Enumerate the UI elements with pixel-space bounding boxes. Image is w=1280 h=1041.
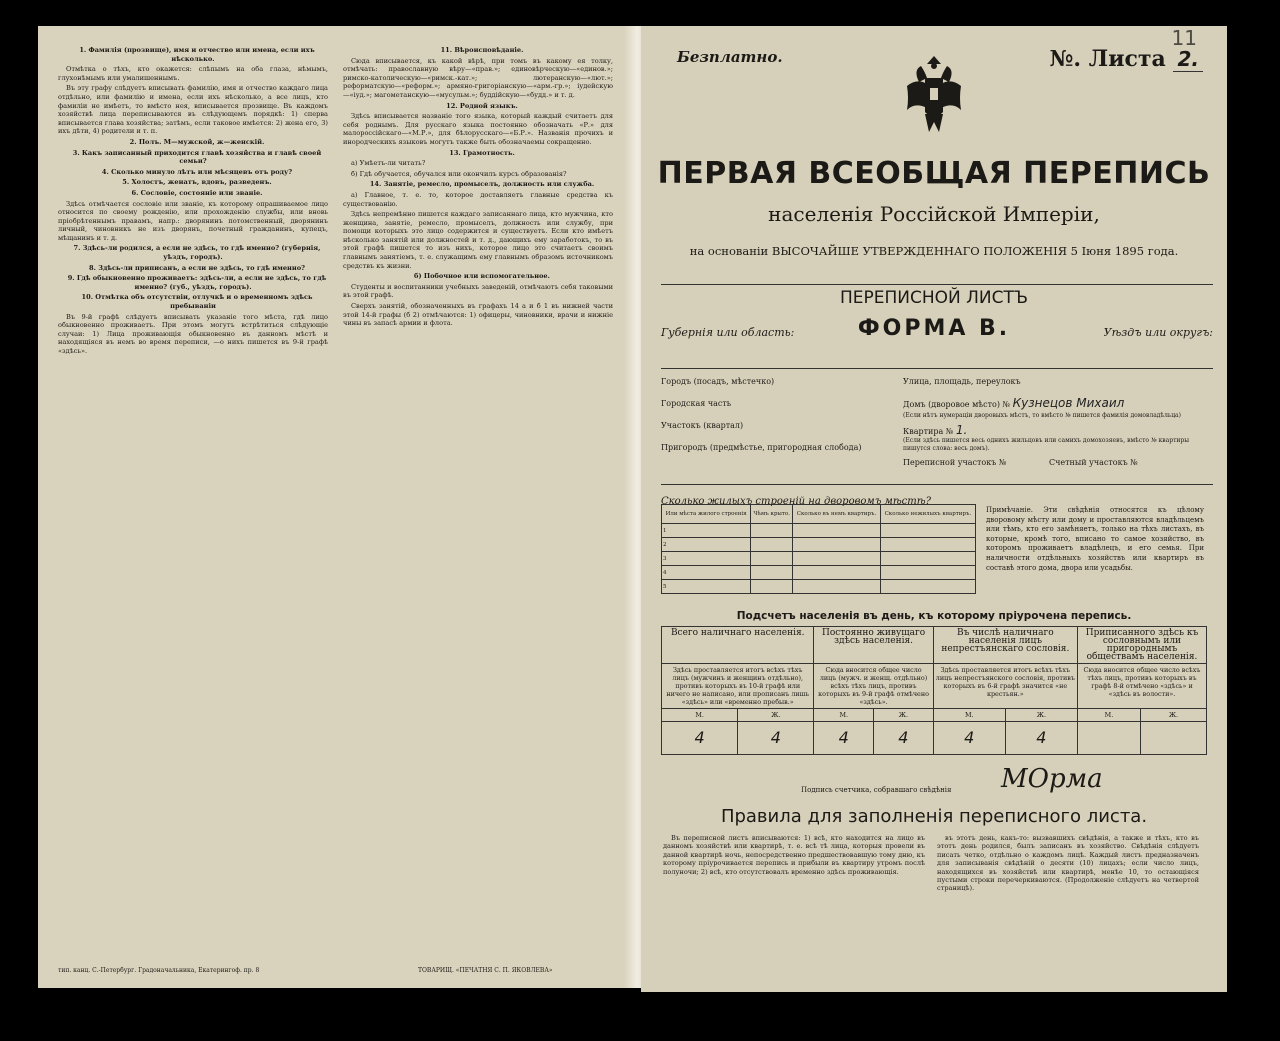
count-col-4-title: Приписанного здѣсь къ сословнымъ или пригороднымъ обществамъ населенія. (1077, 627, 1206, 664)
table-row (662, 566, 976, 580)
document-title: ПЕРВАЯ ВСЕОБЩАЯ ПЕРЕПИСЬ (657, 156, 1211, 191)
table-row (662, 538, 976, 552)
count-col-3-title: Въ числѣ наличнаго населенія лицъ непрестъянскаго сословія. (933, 627, 1077, 664)
left-column-2 (343, 44, 613, 956)
sex-label: М. (1077, 709, 1140, 722)
count-value: 4 (1005, 722, 1077, 755)
section-9-title: 9. Гдѣ обыкновенно проживаетъ: здѣсь-ли, а если не здѣсь, то гдѣ именно? (губ., уѣздъ, городъ). (67, 274, 327, 291)
address-fields-right (903, 376, 1203, 479)
count-value (1077, 722, 1140, 755)
row-number: 1 (662, 524, 751, 538)
sex-label: М. (933, 709, 1005, 722)
divider-form (661, 368, 1213, 369)
section-11-text: Сюда вписывается, къ какой вѣрѣ, при томъ въ какому ея толку, отмѣчать: православную вѣру—«прав.»; единовѣрческую—«единов.»; римско-католическую—«римск.-кат.»; лютеранскую—«лют.»; реформатскую—«реформ.»; армяно-григоріанскую—«арм.-гр.»; іудейскую—«іуд.»; магометанскую—«мусульм.»; буддійскую—«будд.» и т. д. (343, 56, 613, 99)
buildings-note: Примѣчаніе. Эти свѣдѣнія относятся къ цѣлому дворовому мѣсту или дому и проставляются владѣльцемъ или тѣмъ, кто его замѣняетъ, только на тѣхъ листахъ, въ которые, кромѣ того, вписано то самое хозяйство, въ которомъ проживаетъ владѣлецъ, и его семья. При наличности отдѣльныхъ хозяйствъ или квартиръ въ составѣ этого дома, двора или усадьбы. (986, 506, 1204, 572)
free-label: Безплатно. (677, 48, 783, 66)
buildings-header-4: Сколько нежилыхъ квартиръ. (880, 505, 975, 524)
row-number: 5 (662, 580, 751, 594)
sex-label: Ж. (1140, 709, 1206, 722)
flat-label: Квартира № (903, 427, 954, 436)
table-row (662, 552, 976, 566)
form-header (661, 284, 1213, 374)
census-district-row (903, 457, 1203, 468)
rules-column-2 (937, 834, 1199, 984)
section-2-title: 2. Полъ. М—мужской, ж—женскій. (129, 137, 265, 146)
section-13a: а) Умѣетъ-ли читать? (351, 159, 426, 168)
section-8-title: 8. Здѣсь-ли приписанъ, а если не здѣсь, то гдѣ именно? (89, 263, 305, 272)
house-note: (Если нѣтъ нумераціи дворовыхъ мѣстъ, то вмѣсто № пишется фамилія домовладѣльца) (903, 412, 1181, 419)
count-value: 4 (662, 722, 738, 755)
sheet-number-value: 2. (1173, 47, 1203, 72)
left-column-1 (58, 44, 328, 956)
rules-title: Правила для заполненія переписного листа. (720, 806, 1148, 827)
count-value: 4 (814, 722, 874, 755)
sheet-number (1050, 46, 1203, 72)
section-1-text: Въ эту графу слѣдуетъ вписывать фамилію, имя и отчество каждаго лица отдѣльно, или фамилію и имена, если ихъ нѣсколько, а все лицъ, кто фамиліи не имѣетъ, то вмѣсто нея, вписывается прозвище. Въ каждомъ хозяйствѣ лица переписываются въ слѣдующемъ порядкѣ: 1) сперва вписывается глава хозяйства; затѣмъ, если таковое имѣется: 2) жена его, 3) ихъ дѣти, 4) родители и т. п. (58, 84, 328, 136)
flat-field (903, 425, 1203, 437)
section-3-title: 3. Какъ записанный приходится главѣ хозяйства и главѣ своей семьи? (72, 148, 322, 166)
section-12-text: Здѣсь вписывается названіе того языка, который каждый считаетъ для себя роднымъ. Для русскаго языка постоянно обозначать «Р.» для малороссійскаго—«М.Р.», для бѣлорусскаго—«Б.Р.». Названія прочихъ и инородческихъ языковъ могутъ также быть обозначаемы сокращенно. (343, 112, 613, 146)
section-15-text: Сверхъ занятій, обозначенныхъ въ графахъ 14 а и б 1 въ нижней части этой 14-й графы (б 2) отмѣчаются: 1) офицеры, чиновники, врачи и нижніе чины въ запасѣ армии и флота. (343, 302, 613, 328)
section-14-note: Студенты и воспитанники учебныхъ заведеній, отмѣчаютъ себя таковыми въ этой графѣ. (343, 282, 613, 300)
count-col-1-text: Здѣсь проставляется итогъ всѣхъ тѣхъ лицъ (мужчинъ и женщинъ отдѣльно), противъ которыхъ въ 10-й графѣ или ничего не написано, или прописанъ лишь «здѣсь» или «временно пребыв.» (662, 664, 814, 709)
rules-text-2: въ этотъ день, какъ-то: вызвавшихъ свѣдѣнія, а также и тѣхъ, кто въ этотъ день родился, былъ записанъ въ хозяйство. Свѣдѣнія слѣдуетъ писать четко, отдѣльно о каждомъ лицѣ. Каждый листъ предназначенъ для записыванія свѣдѣній о десяти (10) лицахъ; если число лицъ, находящихся въ хозяйствѣ или квартирѣ, менѣе 10, то остающіяся пустыми строки перечеркиваются. (Продолженіе слѣдуетъ на четвертой страницѣ). (937, 834, 1199, 893)
section-12-title: 12. Родной языкъ. (446, 101, 518, 110)
count-value: 4 (738, 722, 814, 755)
section-11-title: 11. Вѣроисповѣданіе. (440, 46, 524, 54)
flat-note: (Если здѣсь пишется весь однихъ жильцовъ или самихъ домохозяевъ, вмѣсто № квартиры пишутся слова: весь домъ). (903, 437, 1190, 452)
section-7-title: 7. Здѣсь-ли родился, а если не здѣсь, то гдѣ именно? (губернія, уѣздъ, городъ). (73, 244, 321, 262)
flat-value: 1. (955, 423, 968, 437)
sex-label: М. (814, 709, 874, 722)
count-district-field: Счетный участокъ № (1048, 458, 1138, 467)
row-number: 2 (662, 538, 751, 552)
town-field: Городъ (посадъ, мѣстечко) (661, 377, 775, 386)
divider-fields (661, 484, 1213, 485)
row-number: 4 (662, 566, 751, 580)
section-14b: б) Побочное или вспомогательное. (414, 272, 550, 281)
suburb-field: Пригородъ (предмѣстье, пригородная слобода) (661, 443, 862, 452)
population-count-title: Подсчетъ населенія въ день, къ которому пріурочена перепись. (736, 610, 1132, 622)
sex-label: Ж. (1005, 709, 1077, 722)
address-fields-left (661, 376, 911, 464)
section-5-title: 5. Холостъ, женатъ, вдовъ, разведенъ. (122, 178, 272, 187)
house-label: Домъ (дворовое мѣсто) № (903, 400, 1011, 409)
left-footer-2: ТОВАРИЩ. «ПЕЧАТНЯ С. П. ЯКОВЛЕВА» (418, 967, 553, 974)
house-value: Кузнецов Михаил (1012, 396, 1125, 410)
sex-label: М. (662, 709, 738, 722)
buildings-table (661, 504, 976, 594)
sex-label: Ж. (738, 709, 814, 722)
census-list-title: ПЕРЕПИСНОЙ ЛИСТЪ (839, 288, 1029, 308)
left-page (38, 26, 640, 988)
enumerator-signature-label: Подпись счетчика, собравшаго свѣдѣнія (801, 786, 952, 794)
gubernia-label: Губернія или область: (661, 326, 795, 339)
sheet-label: №. Листа (1049, 46, 1166, 72)
pencil-sheet-number: 11 (1171, 26, 1197, 50)
street-field: Улица, площадь, переулокъ (903, 377, 1021, 386)
section-13-title: 13. Грамотность. (449, 148, 515, 157)
rules-text-1: Въ переписной листъ вписываются: 1) всѣ, кто находится на лицо въ данномъ хозяйствѣ или квартирѣ, т. е. всѣ тѣ лица, которыя провели въ данной квартирѣ ночь, непосредственно предшествовавшую тому дню, къ которому пріурочивается перепись и прибыли въ квартиру утромъ послѣ полуночи; 2) всѣ, кто отсутствовалъ временно здѣсь проживающія. (663, 834, 925, 876)
section-1-title: 1. Фамилія (прозвище), имя и отчество или имена, если ихъ нѣсколько. (79, 46, 315, 63)
document-subtitle: населенія Россійской Имперіи, (768, 202, 1100, 226)
document-basis: на основаніи ВЫСОЧАЙШЕ УТВЕРЖДЕННАГО ПОЛОЖЕНІЯ 5 Іюня 1895 года. (689, 244, 1179, 258)
buildings-header-1: Или мѣста жилого строенія (662, 505, 751, 524)
count-value: 4 (933, 722, 1005, 755)
row-number: 3 (662, 552, 751, 566)
section-1-note: Отмѣтка о тѣхъ, кто окажется: слѣпымъ на оба глаза, нѣмымъ, глухонѣмымъ или умалишеннымъ. (58, 65, 328, 82)
uezd-label: Уѣздъ или округъ: (1103, 326, 1213, 339)
section-10-title: 10. Отмѣтка объ отсутствіи, отлучкѣ и о временномъ здѣсь пребываніи (81, 293, 313, 311)
buildings-question: Сколько жилыхъ строеній на дворовомъ мѣстѣ? (661, 496, 931, 507)
section-6-title: 6. Сословіе, состояніе или званіе. (131, 188, 263, 197)
count-col-2-text: Сюда вносится общее число лицъ (мужч. и женщ. отдѣльно) всѣхъ тѣхъ лицъ, противъ которыхъ въ 9-й графѣ отмѣчено «здѣсь». (814, 664, 933, 709)
count-col-3-text: Здѣсь проставляется итогъ всѣхъ тѣхъ лицъ непрестъянского сословія, противъ которыхъ въ 6-й графѣ значится «не крестьян.» (933, 664, 1077, 709)
count-value: 4 (874, 722, 934, 755)
form-b-title: ФОРМА В. (857, 316, 1011, 341)
table-row (662, 524, 976, 538)
double-headed-eagle-icon (903, 52, 965, 138)
census-district-field: Переписной участокъ № (903, 458, 1007, 467)
enumerator-signature: МОрма (1001, 764, 1103, 794)
section-4-title: 4. Сколько минуло лѣтъ или мѣсяцевъ отъ роду? (101, 167, 293, 176)
table-row (662, 580, 976, 594)
count-col-1-title: Всего наличнаго населенія. (662, 627, 814, 664)
section-6-text: Здѣсь отмѣчается сословіе или званіе, къ которому опрашиваемое лицо относится по своему рожденію, или прохожденію службы, или вновь пріобрѣтеннымъ правамъ, напр.: дворянинъ потомственный, дворянинъ личный, чиновникъ не изъ дворянъ, почетный гражданинъ, купецъ, мѣщанинъ и т. д. (58, 199, 328, 242)
section-13b: б) Гдѣ обучается, обучался или окончилъ курсъ образованія? (351, 169, 567, 178)
count-value (1140, 722, 1206, 755)
rules-column-1 (663, 834, 925, 984)
house-field (903, 398, 1203, 410)
left-footer-1: тип. канц. С.-Петербург. Градоначальника, Екатерингоф. пр. 8 (58, 967, 260, 974)
section-10-text: Въ 9-й графѣ слѣдуетъ вписывать указаніе того мѣста, гдѣ лицо обыкновенно проживаетъ. При этомъ могутъ встрѣтиться слѣдующіе случаи: 1) Лица проживающія обыкновенно въ данномъ мѣстѣ и находящіяся въ немъ во время переписи, —о нихъ пишется въ 9-й графѣ «здѣсь». (58, 312, 328, 355)
section-14a: а) Главное, т. е. то, которое доставляетъ главные средства къ существованію. (343, 190, 613, 208)
buildings-header-3: Сколько въ немъ квартиръ. (793, 505, 881, 524)
buildings-header-2: Чѣмъ крыто. (751, 505, 793, 524)
count-col-2-title: Постоянно живущаго здѣсь населенія. (814, 627, 933, 664)
right-page (641, 26, 1227, 992)
section-14-text: Здѣсь непремѣнно пишется каждаго записаннаго лица, кто мужчина, кто женщина, занятіе, ремесло, промыселъ, должность или службу, при помощи которыхъ это лицо содержится и существуетъ. Если кто имѣетъ нѣсколько занятій или должностей и т. д., дающихъ ему заработокъ, то въ этой графѣ пишется то изъ нихъ, которое лицо это считаетъ своимъ главнымъ занятіемъ, т. е. служащимъ ему главнымъ образомъ источникомъ средствъ къ жизни. (343, 210, 613, 270)
district-field: Участокъ (квартал) (661, 421, 744, 430)
section-14-title: 14. Занятіе, ремесло, промыселъ, должность или служба. (369, 180, 595, 189)
city-part-field: Городская часть (661, 399, 732, 408)
count-col-4-text: Сюда вносится общее число всѣхъ тѣхъ лицъ, противъ которыхъ въ графѣ 8-й отмѣчено «здѣсь» и «здѣсь въ волости». (1077, 664, 1206, 709)
population-count-table (661, 626, 1207, 755)
sex-label: Ж. (874, 709, 934, 722)
